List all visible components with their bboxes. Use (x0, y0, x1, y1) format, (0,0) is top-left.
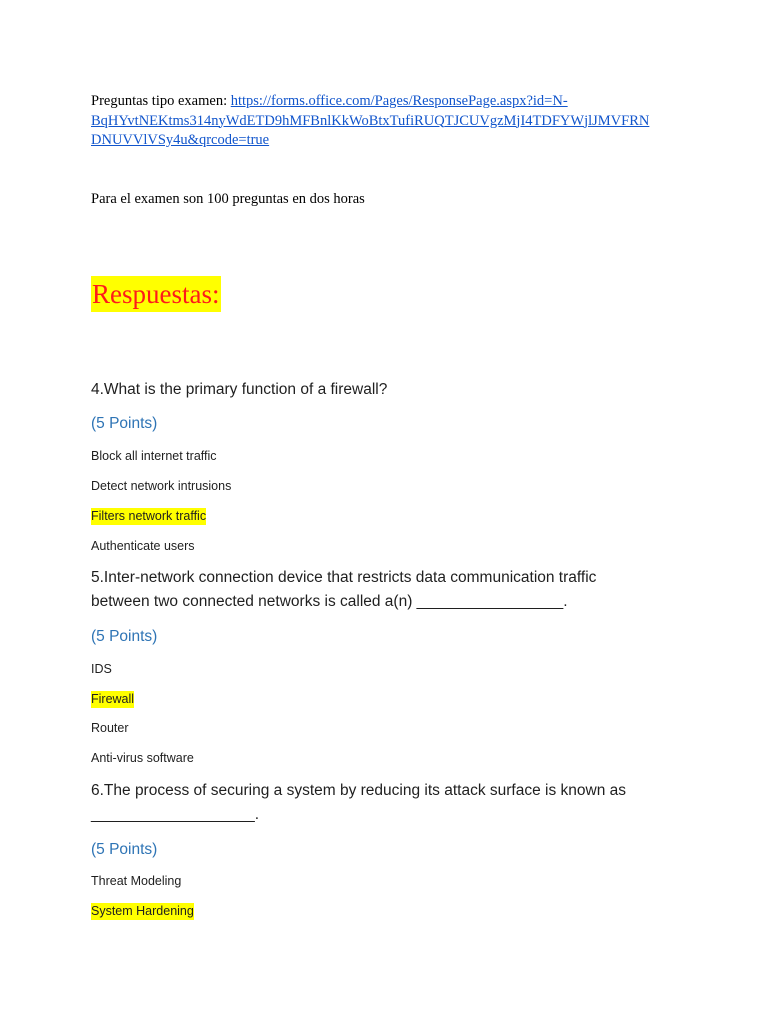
question-6-points: (5 Points) (91, 841, 158, 858)
question-4-points: (5 Points) (91, 415, 158, 432)
question-6-line-2: ___________________. (91, 806, 260, 823)
question-4-option-3-correct: Filters network traffic (91, 509, 207, 523)
question-5-text (91, 566, 691, 614)
question-5-option-2-correct: Firewall (91, 692, 135, 706)
respuestas-heading: Respuestas: (91, 276, 221, 312)
exam-note: Para el examen son 100 preguntas en dos horas (91, 191, 365, 207)
question-4-text: 4.What is the primary function of a firewall? (91, 381, 388, 398)
intro-paragraph (91, 92, 681, 151)
question-6-option-1: Threat Modeling (91, 874, 182, 888)
link-line-2: BqHYvtNEKtms314nyWdETD9hMFBnlKkWoBtxTufiRUQTJCUVgzMjI4TDFYWjlJMVFRN (91, 112, 650, 129)
question-5-line-1: 5.Inter-network connection device that restricts data communication traffic (91, 569, 597, 586)
question-5-option-4: Anti-virus software (91, 751, 194, 765)
question-5-points: (5 Points) (91, 628, 158, 645)
question-4-option-4: Authenticate users (91, 539, 195, 553)
question-5-option-1: IDS (91, 662, 112, 676)
link-line-1: https://forms.office.com/Pages/ResponsePage.aspx?id=N- (230, 93, 568, 109)
question-5-line-2: between two connected networks is called a(n) _________________. (91, 593, 568, 610)
intro-label: Preguntas tipo examen: (91, 93, 231, 109)
question-4-option-2: Detect network intrusions (91, 479, 232, 493)
question-6-line-1: 6.The process of securing a system by reducing its attack surface is known as (91, 782, 626, 799)
link-line-3: DNUVVlVSy4u&qrcode=true (91, 132, 270, 148)
question-5-option-3: Router (91, 721, 129, 735)
question-6-option-2-correct: System Hardening (91, 904, 194, 918)
question-6-text (91, 779, 691, 827)
question-4-option-1: Block all internet traffic (91, 449, 217, 463)
